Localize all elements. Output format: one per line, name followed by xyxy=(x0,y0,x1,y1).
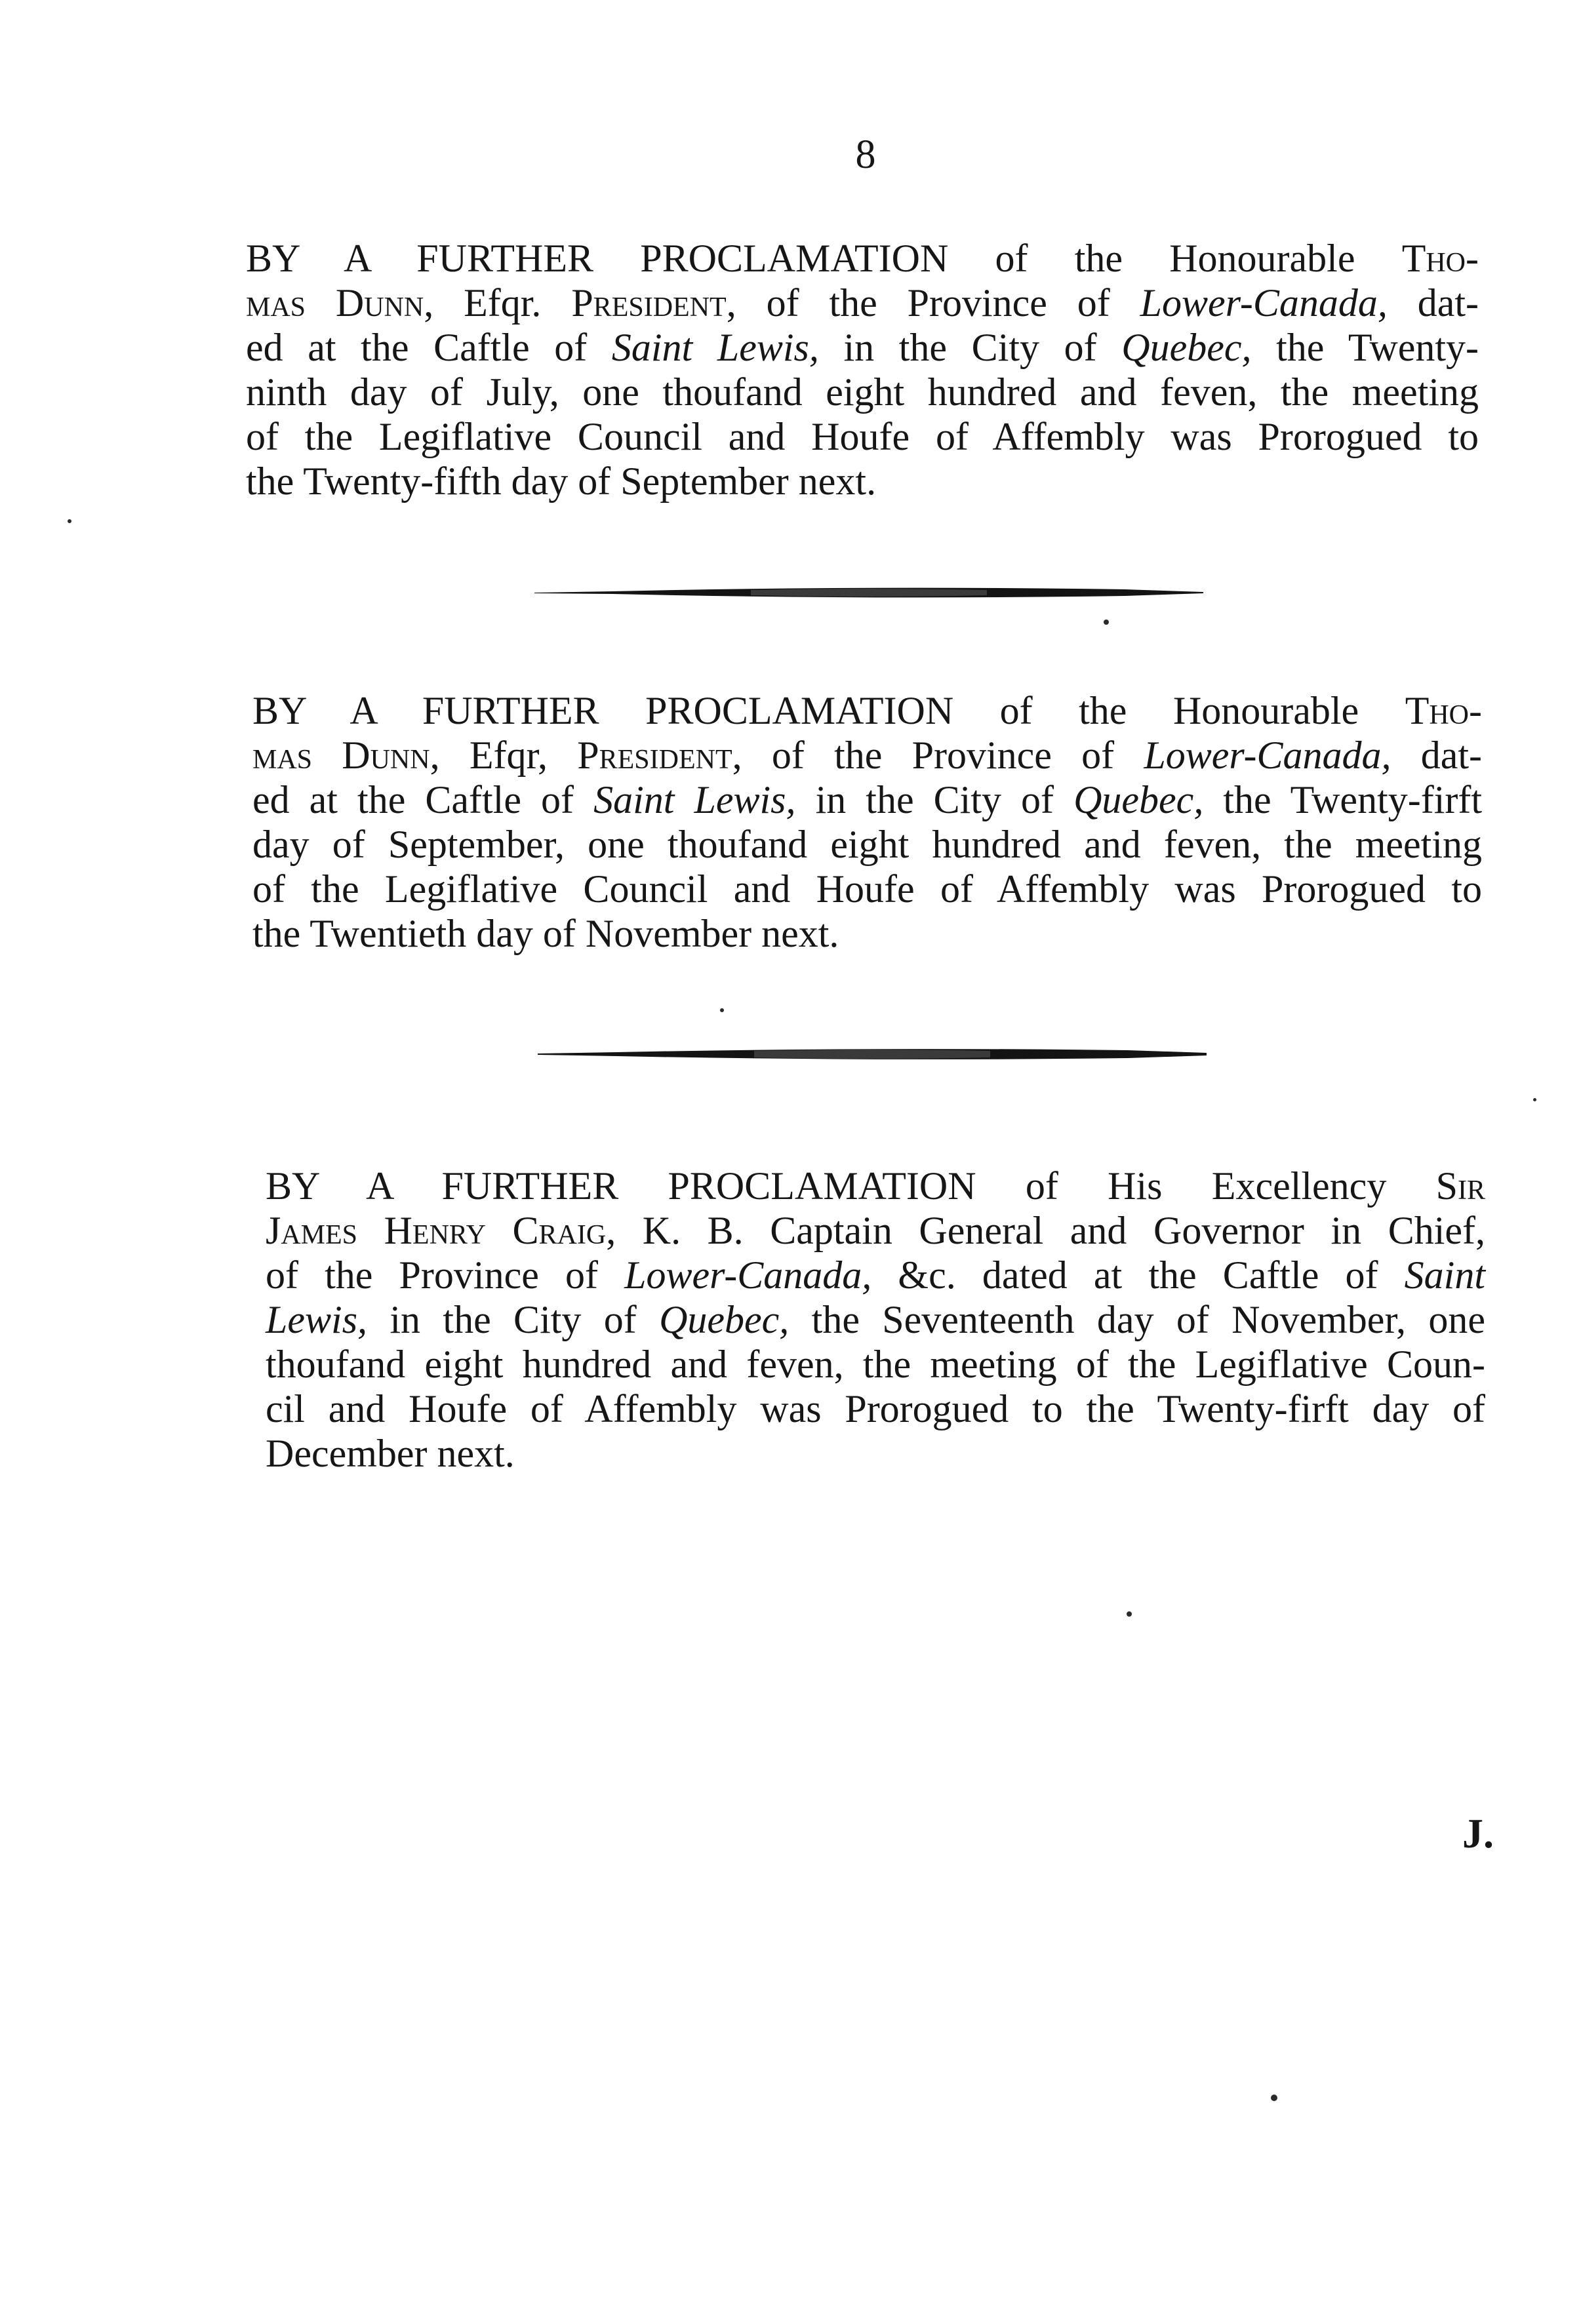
text-run: ed at the Caftle of xyxy=(252,778,594,821)
print-speck xyxy=(68,519,71,523)
text-run: Lower-Canada, xyxy=(624,1253,872,1297)
text-run: , Efqr, xyxy=(430,734,578,777)
proclamation-line xyxy=(252,911,1482,956)
text-run: President xyxy=(571,281,727,325)
text-run: the Twenty-firft xyxy=(1203,778,1482,821)
proclamation-line xyxy=(266,1208,1485,1253)
proclamation-line xyxy=(246,236,1479,281)
catchword: J. xyxy=(1462,1810,1494,1857)
text-run: , Efqr. xyxy=(424,281,572,325)
text-run: in the City of xyxy=(367,1298,660,1341)
proclamation-line xyxy=(266,1387,1485,1431)
text-run: December next. xyxy=(266,1432,515,1475)
proclamation-line xyxy=(246,414,1479,459)
proclamation-line xyxy=(246,370,1479,414)
text-run: of the Province of xyxy=(266,1253,625,1297)
text-run: thoufand eight hundred and feven, the meeting of the Legiflative Coun- xyxy=(266,1343,1485,1386)
text-run: mas Dunn xyxy=(252,734,430,777)
print-speck xyxy=(1271,2095,1277,2101)
text-run: in the City of xyxy=(795,778,1074,821)
proclamation-line xyxy=(252,733,1482,778)
proclamation-1 xyxy=(246,236,1479,503)
proclamation-line xyxy=(252,822,1482,867)
text-run: Quebec, xyxy=(659,1298,790,1341)
text-run: BY A FURTHER PROCLAMATION of His Excellency xyxy=(266,1164,1436,1208)
text-run: Lower-Canada, xyxy=(1144,734,1391,777)
proclamation-line xyxy=(266,1431,1485,1476)
text-run: day of September, one thoufand eight hundred and feven, the meeting xyxy=(252,823,1482,866)
text-run: Quebec, xyxy=(1073,778,1204,821)
text-run: James Henry Craig xyxy=(266,1209,607,1252)
text-run: BY A FURTHER PROCLAMATION of the Honourable xyxy=(246,237,1402,280)
text-run: dat- xyxy=(1387,281,1479,325)
text-run: the Twenty- xyxy=(1251,326,1479,369)
text-run: Lewis, xyxy=(266,1298,368,1341)
text-run: &c. dated at the Caftle of xyxy=(871,1253,1405,1297)
text-run: dat- xyxy=(1391,734,1483,777)
text-run: , K. B. Captain General and Governor in Chief, xyxy=(606,1209,1485,1252)
text-run: Lower-Canada, xyxy=(1140,281,1388,325)
ornamental-rule-2 xyxy=(538,1047,1207,1061)
page-number: 8 xyxy=(855,132,876,177)
proclamation-line xyxy=(266,1164,1485,1208)
text-run: Saint xyxy=(1404,1253,1486,1297)
text-run: in the City of xyxy=(818,326,1122,369)
text-run: of the Legiflative Council and Houfe of Affembly was Prorogued to xyxy=(252,867,1482,911)
text-run: the Twentieth day of November next. xyxy=(252,912,839,955)
text-run: Saint Lewis, xyxy=(611,326,819,369)
text-run: of the Legiflative Council and Houfe of Affembly was Prorogued to xyxy=(246,415,1479,458)
text-run: ed at the Caftle of xyxy=(246,326,612,369)
proclamation-line xyxy=(252,778,1482,822)
text-run: President xyxy=(577,734,732,777)
text-run: the Twenty-fifth day of September next. xyxy=(246,460,877,503)
print-speck xyxy=(1127,1611,1132,1617)
text-run: , of the Province of xyxy=(726,281,1140,325)
ornamental-rule-1 xyxy=(534,585,1203,600)
text-run: Tho- xyxy=(1401,237,1479,280)
text-run: ninth day of July, one thoufand eight hundred and feven, the meeting xyxy=(246,370,1479,414)
proclamation-3 xyxy=(266,1164,1485,1476)
proclamation-line xyxy=(266,1297,1485,1342)
proclamation-2 xyxy=(252,688,1482,956)
proclamation-line xyxy=(252,867,1482,911)
proclamation-line xyxy=(246,281,1479,325)
print-speck xyxy=(1533,1098,1536,1101)
print-speck xyxy=(1104,620,1109,625)
print-speck xyxy=(720,1008,724,1012)
text-run: , of the Province of xyxy=(732,734,1144,777)
text-run: Quebec, xyxy=(1121,326,1252,369)
text-run: mas Dunn xyxy=(246,281,424,325)
proclamation-line xyxy=(266,1253,1485,1297)
text-run: Tho- xyxy=(1405,689,1482,732)
proclamation-line xyxy=(246,459,1479,503)
proclamation-line xyxy=(246,325,1479,370)
text-run: BY A FURTHER PROCLAMATION of the Honourable xyxy=(252,689,1405,732)
proclamation-line xyxy=(252,688,1482,733)
text-run: Sir xyxy=(1435,1164,1485,1208)
text-run: cil and Houfe of Affembly was Prorogued to the Twenty-firft day of xyxy=(266,1387,1485,1430)
text-run: Saint Lewis, xyxy=(593,778,796,821)
text-run: the Seventeenth day of November, one xyxy=(789,1298,1485,1341)
proclamation-line xyxy=(266,1342,1485,1387)
